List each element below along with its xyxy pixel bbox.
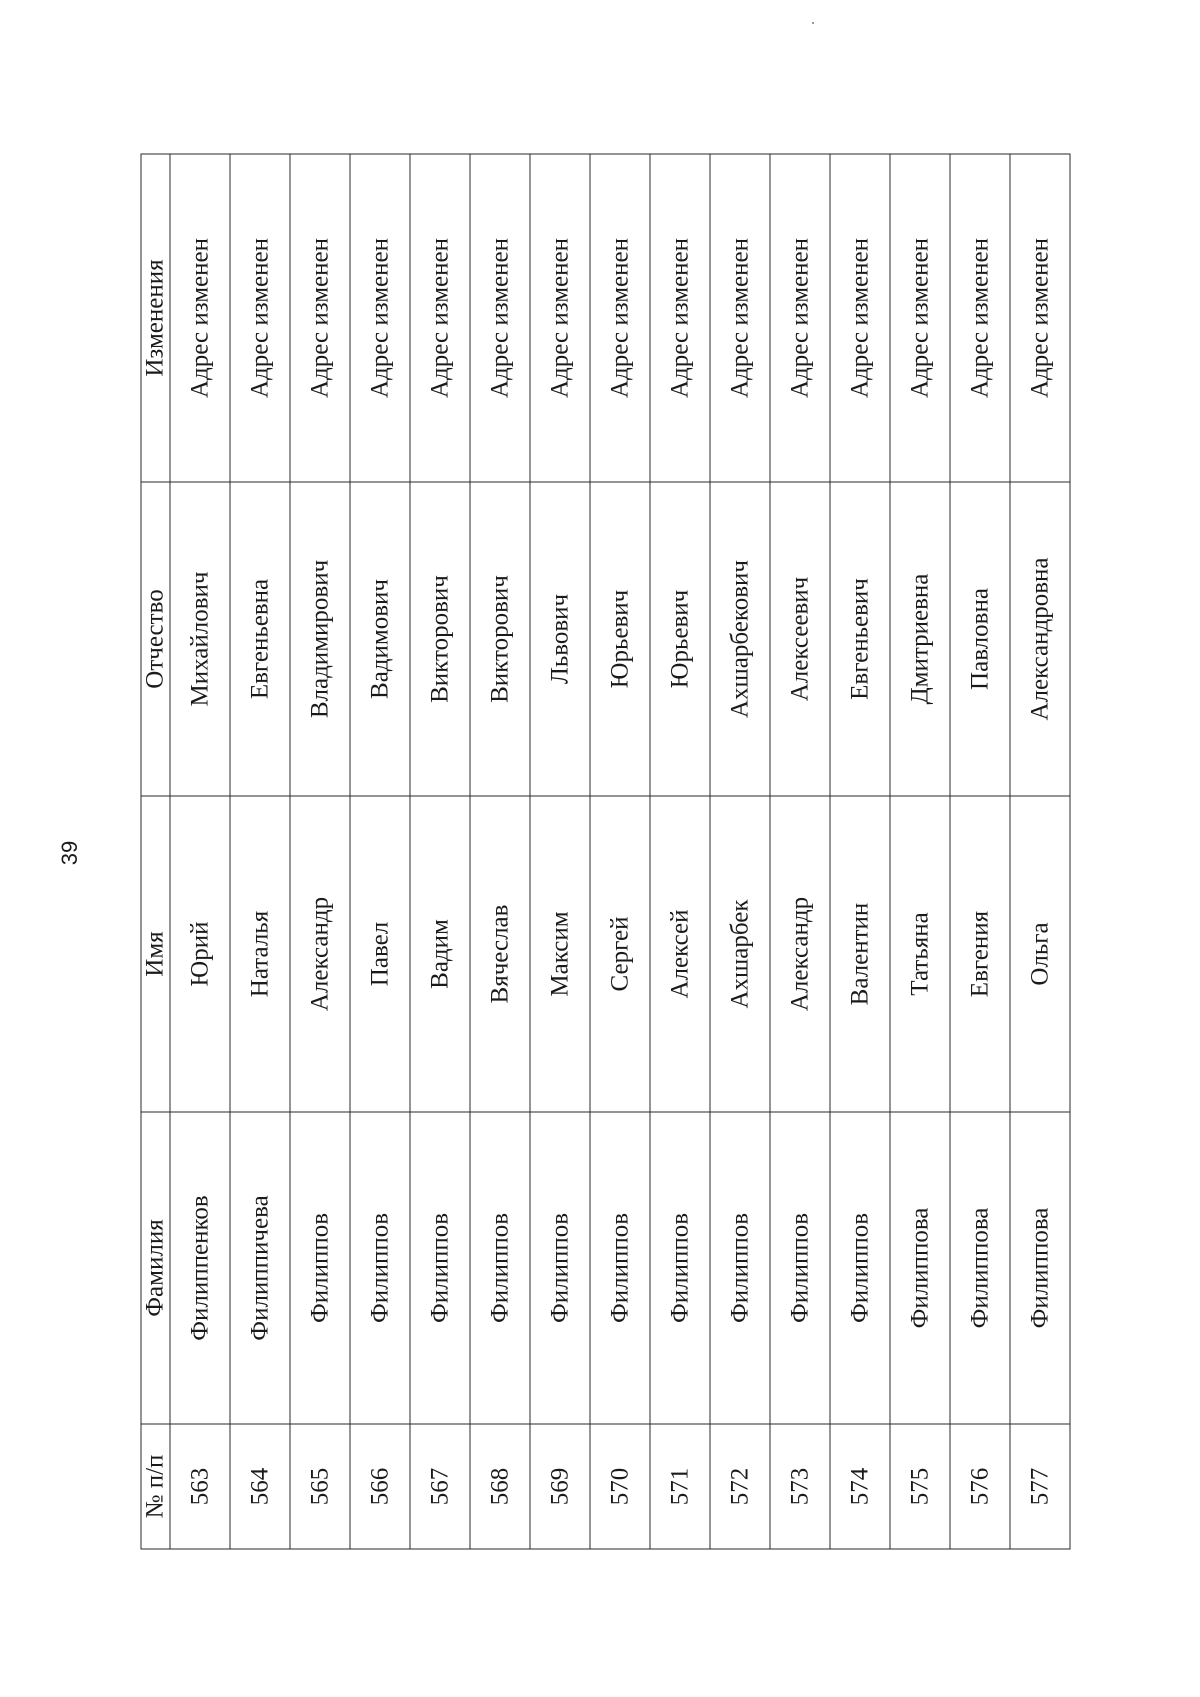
table-row [890, 154, 950, 1549]
header-changes: Изменения [141, 154, 170, 482]
cell-num: 566 [350, 1424, 410, 1549]
cell-name: Алексей [650, 796, 710, 1112]
cell-num: 577 [1010, 1424, 1070, 1549]
page-number: 39 [57, 840, 82, 866]
cell-patronymic: Юрьевич [650, 482, 710, 796]
cell-name: Александр [290, 796, 350, 1112]
cell-surname: Филиппов [530, 1112, 590, 1424]
cell-patronymic: Львович [530, 482, 590, 796]
cell-surname: Филиппов [830, 1112, 890, 1424]
table-row [590, 154, 650, 1549]
cell-changes: Адрес изменен [410, 154, 470, 482]
table-row [650, 154, 710, 1549]
cell-num: 568 [470, 1424, 530, 1549]
cell-changes: Адрес изменен [290, 154, 350, 482]
cell-num: 575 [890, 1424, 950, 1549]
cell-name: Наталья [230, 796, 290, 1112]
table-row [830, 154, 890, 1549]
cell-name: Юрий [170, 796, 230, 1112]
cell-name: Вадим [410, 796, 470, 1112]
cell-num: 564 [230, 1424, 290, 1549]
cell-changes: Адрес изменен [1010, 154, 1070, 482]
cell-changes: Адрес изменен [710, 154, 770, 482]
cell-patronymic: Евгеньевна [230, 482, 290, 796]
cell-changes: Адрес изменен [530, 154, 590, 482]
cell-surname: Филиппов [770, 1112, 830, 1424]
cell-changes: Адрес изменен [830, 154, 890, 482]
cell-name: Ахшарбек [710, 796, 770, 1112]
cell-patronymic: Дмитриевна [890, 482, 950, 796]
cell-surname: Филиппенков [170, 1112, 230, 1424]
cell-num: 571 [650, 1424, 710, 1549]
header-num: № п/п [141, 1424, 170, 1549]
cell-name: Евгения [950, 796, 1010, 1112]
cell-patronymic: Владимирович [290, 482, 350, 796]
cell-patronymic: Викторович [410, 482, 470, 796]
cell-changes: Адрес изменен [470, 154, 530, 482]
header-surname: Фамилия [141, 1112, 170, 1424]
cell-num: 574 [830, 1424, 890, 1549]
cell-name: Валентин [830, 796, 890, 1112]
cell-changes: Адрес изменен [950, 154, 1010, 482]
cell-changes: Адрес изменен [230, 154, 290, 482]
cell-surname: Филиппова [950, 1112, 1010, 1424]
cell-num: 570 [590, 1424, 650, 1549]
cell-patronymic: Ахшарбекович [710, 482, 770, 796]
table-row [410, 154, 470, 1549]
cell-changes: Адрес изменен [590, 154, 650, 482]
cell-surname: Филиппичева [230, 1112, 290, 1424]
table-row [290, 154, 350, 1549]
cell-changes: Адрес изменен [890, 154, 950, 482]
table-row [350, 154, 410, 1549]
cell-surname: Филиппов [290, 1112, 350, 1424]
cell-num: 569 [530, 1424, 590, 1549]
cell-name: Сергей [590, 796, 650, 1112]
cell-patronymic: Евгеньевич [830, 482, 890, 796]
scan-speck [812, 22, 814, 24]
cell-changes: Адрес изменен [170, 154, 230, 482]
cell-patronymic: Викторович [470, 482, 530, 796]
cell-name: Максим [530, 796, 590, 1112]
cell-patronymic: Юрьевич [590, 482, 650, 796]
cell-patronymic: Павловна [950, 482, 1010, 796]
table-row [1010, 154, 1070, 1549]
cell-surname: Филиппов [590, 1112, 650, 1424]
cell-patronymic: Вадимович [350, 482, 410, 796]
table-row [230, 154, 290, 1549]
table-row [710, 154, 770, 1549]
header-patronymic: Отчество [141, 482, 170, 796]
cell-surname: Филиппов [470, 1112, 530, 1424]
table-row [950, 154, 1010, 1549]
cell-surname: Филиппова [1010, 1112, 1070, 1424]
table-row [530, 154, 590, 1549]
cell-surname: Филиппов [410, 1112, 470, 1424]
table-row [470, 154, 530, 1549]
table-row [770, 154, 830, 1549]
cell-name: Вячеслав [470, 796, 530, 1112]
cell-name: Павел [350, 796, 410, 1112]
cell-surname: Филиппов [710, 1112, 770, 1424]
cell-surname: Филиппов [350, 1112, 410, 1424]
cell-num: 573 [770, 1424, 830, 1549]
cell-surname: Филиппова [890, 1112, 950, 1424]
address-change-table [140, 154, 1070, 1550]
cell-changes: Адрес изменен [770, 154, 830, 482]
cell-surname: Филиппов [650, 1112, 710, 1424]
cell-num: 567 [410, 1424, 470, 1549]
table-rotated-wrapper [140, 155, 1070, 1550]
table-header-row [141, 154, 170, 1549]
cell-name: Ольга [1010, 796, 1070, 1112]
cell-num: 563 [170, 1424, 230, 1549]
cell-patronymic: Михайлович [170, 482, 230, 796]
cell-changes: Адрес изменен [650, 154, 710, 482]
cell-patronymic: Алексеевич [770, 482, 830, 796]
cell-num: 572 [710, 1424, 770, 1549]
cell-changes: Адрес изменен [350, 154, 410, 482]
cell-name: Александр [770, 796, 830, 1112]
cell-patronymic: Александровна [1010, 482, 1070, 796]
cell-name: Татьяна [890, 796, 950, 1112]
header-name: Имя [141, 796, 170, 1112]
cell-num: 576 [950, 1424, 1010, 1549]
cell-num: 565 [290, 1424, 350, 1549]
table-row [170, 154, 230, 1549]
